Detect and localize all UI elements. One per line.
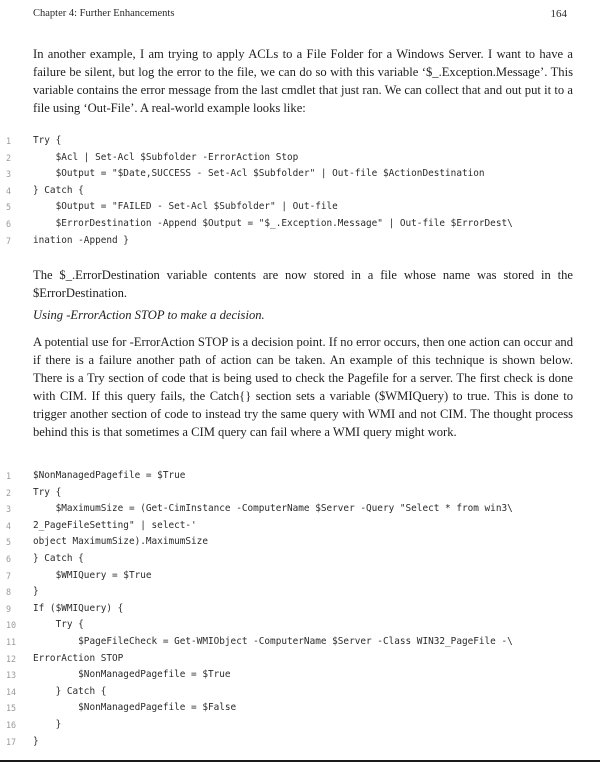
code-line [0, 551, 600, 568]
line-number: 3 [6, 169, 12, 180]
line-number: 16 [6, 719, 17, 730]
code-line [0, 501, 600, 518]
code-text: $MaximumSize = (Get-CimInstance -ComputerName $Server -Query "Select * from win3\ [33, 503, 513, 515]
code-text: Try { [33, 135, 62, 146]
code-line [0, 617, 600, 634]
code-line [0, 584, 600, 601]
code-text: ination -Append } [33, 234, 129, 246]
code-text: } [33, 718, 62, 730]
code-line [0, 133, 600, 150]
code-block-pagefile [0, 468, 600, 750]
code-line [0, 717, 600, 734]
code-text: $NonManagedPagefile = $True [33, 470, 186, 481]
line-number: 13 [6, 670, 17, 681]
line-number: 3 [6, 504, 12, 515]
code-text: If ($WMIQuery) { [33, 602, 124, 614]
code-line [0, 651, 600, 668]
code-line [0, 199, 600, 216]
code-line [0, 684, 600, 701]
line-number: 1 [6, 136, 12, 146]
line-number: 4 [6, 520, 12, 531]
line-number: 6 [6, 218, 12, 229]
code-text: $ErrorDestination -Append $Output = "$_.Exception.Message" | Out-file $ErrorDest\ [33, 217, 513, 229]
code-text: Try { [33, 486, 62, 498]
line-number: 17 [6, 736, 17, 747]
code-text: } Catch { [33, 685, 107, 697]
code-text: 2_PageFileSetting" | select-' [33, 519, 197, 531]
line-number: 8 [6, 587, 12, 598]
code-line [0, 233, 600, 250]
line-number: 6 [6, 553, 12, 564]
line-number: 7 [6, 235, 12, 246]
code-block-acl [0, 133, 600, 249]
code-line [0, 216, 600, 233]
code-line [0, 485, 600, 502]
line-number: 4 [6, 185, 12, 196]
line-number: 7 [6, 570, 12, 581]
section-heading: Using -ErrorAction STOP to make a decision. [33, 308, 265, 322]
line-number: 15 [6, 703, 17, 714]
code-line [0, 534, 600, 551]
code-text: ErrorAction STOP [33, 652, 124, 664]
line-number: 5 [6, 202, 12, 213]
code-text: } Catch { [33, 552, 84, 564]
chapter-title: Chapter 4: Further Enhancements [33, 8, 175, 19]
code-text: } Catch { [33, 184, 84, 196]
code-line [0, 667, 600, 684]
line-number: 5 [6, 537, 12, 548]
code-text: } [33, 586, 39, 598]
code-text: $Output = "$Date,SUCCESS - Set-Acl $Subfolder" | Out-file $ActionDestination [33, 168, 485, 180]
code-line [0, 700, 600, 717]
code-line [0, 468, 600, 485]
code-text: $WMIQuery = $True [33, 569, 152, 581]
line-number: 12 [6, 653, 17, 664]
line-number: 11 [6, 636, 17, 647]
code-line [0, 166, 600, 183]
code-text: } [33, 735, 39, 747]
code-text: $PageFileCheck = Get-WMIObject -ComputerName $Server -Class WIN32_PageFile -\ [33, 635, 513, 647]
code-text: $Acl | Set-Acl $Subfolder -ErrorAction Stop [33, 151, 299, 163]
code-line [0, 601, 600, 618]
code-line [0, 734, 600, 751]
page-number: 164 [550, 8, 567, 20]
line-number: 14 [6, 686, 17, 697]
line-number: 2 [6, 152, 12, 163]
running-header [33, 8, 567, 22]
line-number: 9 [6, 603, 12, 614]
code-text: object MaximumSize).MaximumSize [33, 536, 208, 548]
code-text: $NonManagedPagefile = $False [33, 702, 237, 714]
line-number: 1 [6, 471, 12, 481]
line-number: 2 [6, 487, 12, 498]
code-text: $Output = "FAILED - Set-Acl $Subfolder" | Out-file [33, 201, 338, 213]
destination-paragraph: The $_.ErrorDestination variable contents are now stored in a file whose name was stored in the $ErrorDestination. [33, 268, 573, 300]
code-text: Try { [33, 619, 84, 631]
code-text: $NonManagedPagefile = $True [33, 669, 231, 681]
code-line [0, 183, 600, 200]
line-number: 10 [6, 620, 17, 631]
code-line [0, 568, 600, 585]
code-line [0, 634, 600, 651]
intro-paragraph: In another example, I am trying to apply ACLs to a File Folder for a Windows Server. I want to have a failure be silent, but log the error to the file, we can do so with this variable ‘$_.Exception.Message’. This variable contains the error message from the last cmdlet that just ran. We can collect that and out put it to a file using ‘Out-File’. A real-world example looks like: [33, 47, 573, 115]
code-line [0, 518, 600, 535]
code-line [0, 150, 600, 167]
decision-paragraph: A potential use for -ErrorAction STOP is a decision point. If no error occurs, then one action can occur and if there is a failure another path of action can be taken. An example of this technique is shown below. There is a Try section of code that is being used to check the Pagefile for a server. The first check is done with CIM. If this query fails, the Catch{} section sets a variable ($WMIQuery) to true. This is done to trigger another section of code to instead try the same query with WMI and not CIM. The thought process behind this is that sometimes a CIM query can fail where a WMI query might work. [33, 335, 573, 439]
